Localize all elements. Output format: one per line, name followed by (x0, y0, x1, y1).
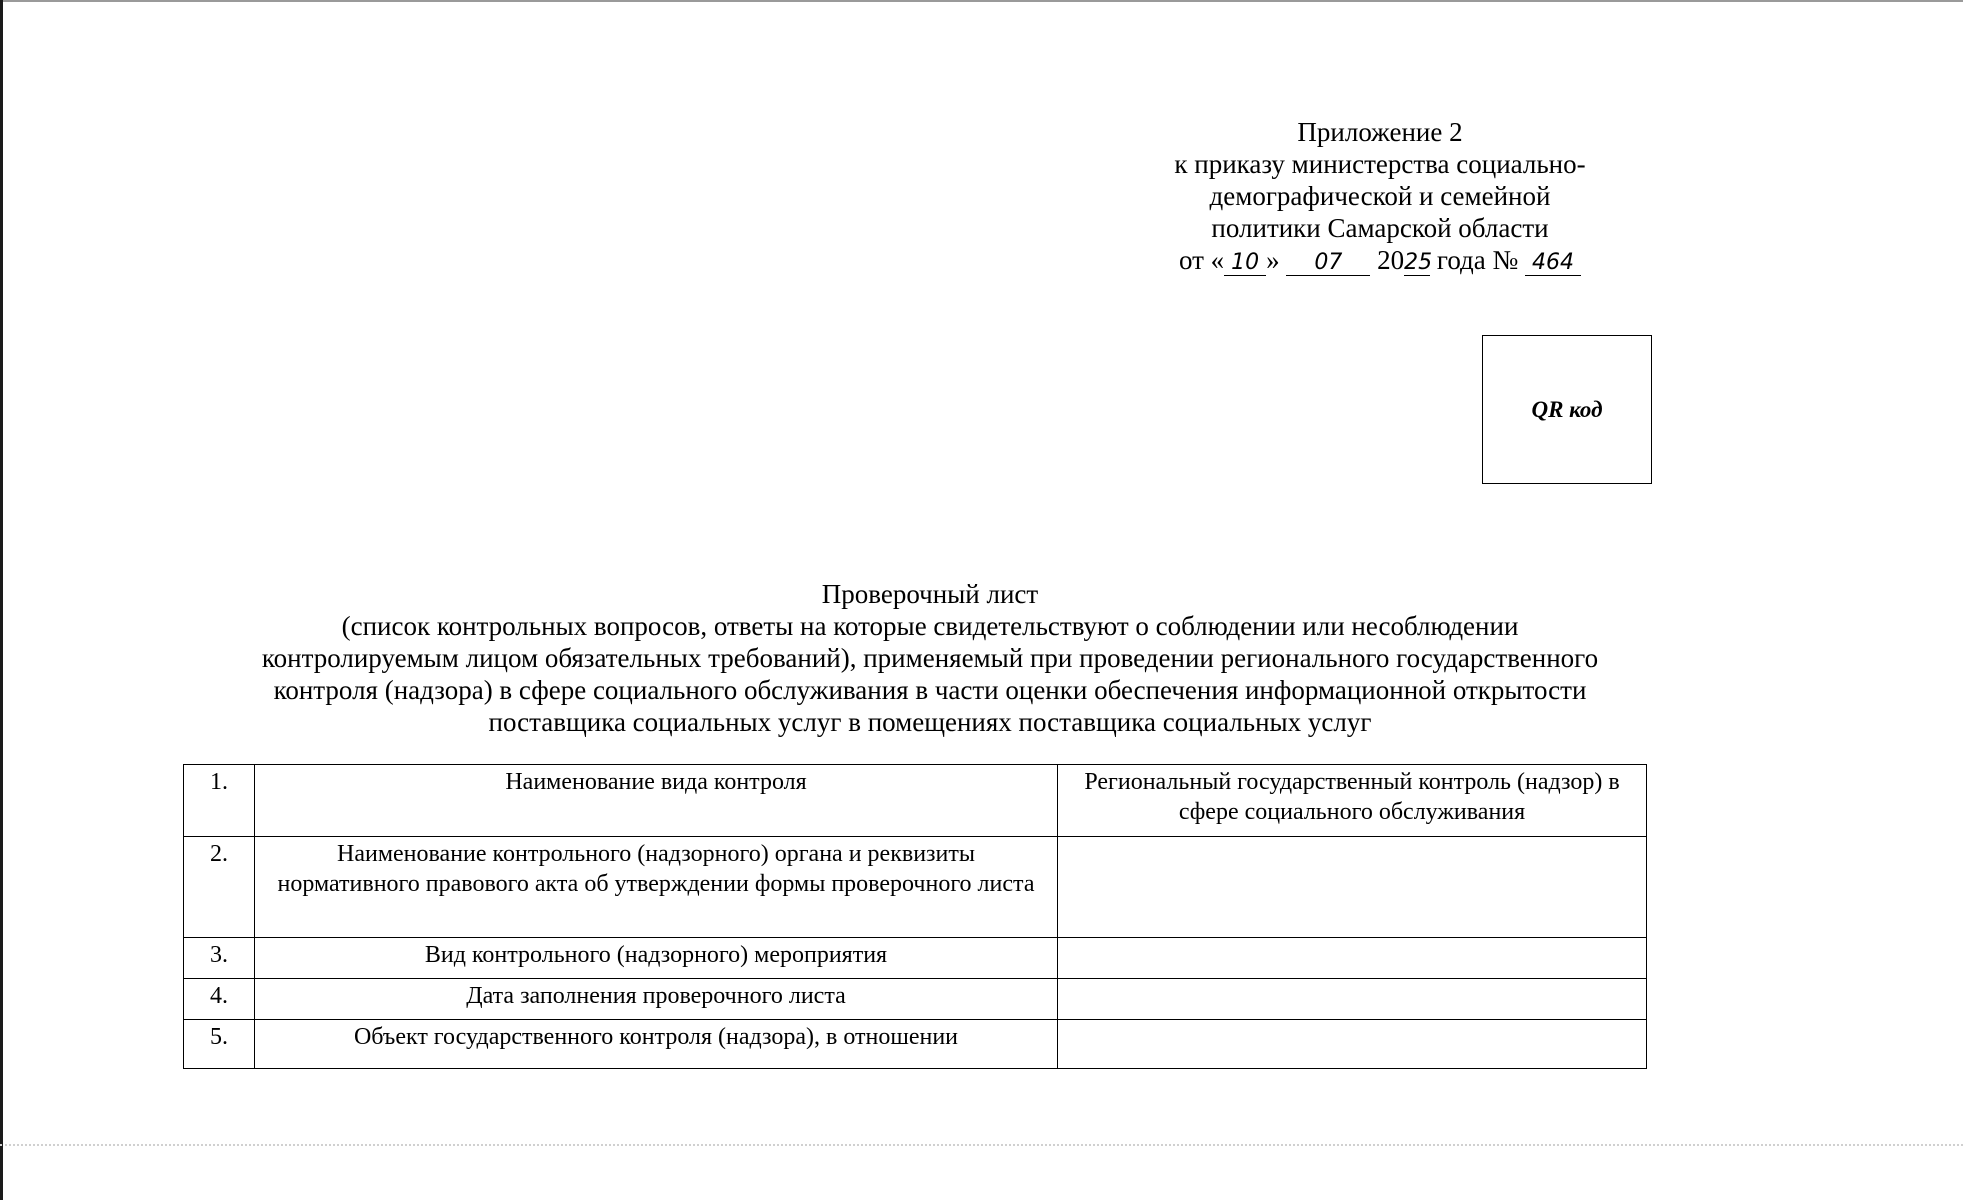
row-number: 4. (184, 979, 255, 1020)
annex-title: Приложение 2 (1297, 117, 1463, 147)
order-suffix: года № (1436, 245, 1519, 275)
annex-header (1120, 116, 1640, 276)
checklist-subtitle-line-2: контролируемым лицом обязательных требований), применяемый при проведении регионального государственного (261, 643, 1599, 673)
scan-bottom-noise (0, 1144, 1963, 1146)
checklist-title-block (180, 578, 1680, 738)
order-date-line (1120, 244, 1640, 276)
order-month-field: 07 (1286, 251, 1370, 276)
row-label: Наименование контрольного (надзорного) органа и реквизиты нормативного правового акта об утверждении формы проверочного листа (255, 837, 1058, 938)
annex-region: политики Самарской области (1211, 213, 1549, 243)
scan-left-edge (0, 0, 3, 1200)
row-label: Объект государственного контроля (надзора), в отношении (255, 1020, 1058, 1069)
row-number: 2. (184, 837, 255, 938)
order-year-prefix: 20 (1377, 245, 1405, 275)
qr-code-label: QR код (1531, 396, 1603, 422)
qr-code-placeholder (1482, 335, 1652, 484)
table-row (184, 1020, 1647, 1069)
order-year-field: 25 (1404, 250, 1433, 275)
row-label: Дата заполнения проверочного листа (255, 979, 1058, 1020)
row-value: Региональный государственный контроль (надзор) в сфере социального обслуживания (1058, 765, 1647, 837)
row-label: Вид контрольного (надзорного) мероприятия (255, 938, 1058, 979)
order-quote-close: » (1266, 245, 1280, 275)
table-row (184, 837, 1647, 938)
annex-order-ref: к приказу министерства социально- (1174, 149, 1586, 179)
checklist-subtitle-line-1: (список контрольных вопросов, ответы на которые свидетельствуют о соблюдении или несоблюдении (341, 611, 1519, 641)
table-row (184, 765, 1647, 837)
order-prefix: от « (1178, 245, 1225, 275)
table-row (184, 938, 1647, 979)
order-day-field: 10 (1224, 251, 1266, 276)
table-row (184, 979, 1647, 1020)
checklist-heading: Проверочный лист (821, 579, 1039, 609)
row-number: 1. (184, 765, 255, 837)
order-number-field: 464 (1525, 251, 1581, 276)
row-value (1058, 837, 1647, 938)
annex-ministry: демографической и семейной (1209, 181, 1551, 211)
row-value (1058, 938, 1647, 979)
row-value (1058, 1020, 1647, 1069)
scan-top-edge (0, 0, 1963, 2)
checklist-subtitle-line-3: контроля (надзора) в сфере социального обслуживания в части оценки обеспечения информационной открытости (273, 675, 1587, 705)
row-number: 3. (184, 938, 255, 979)
row-label: Наименование вида контроля (255, 765, 1058, 837)
row-number: 5. (184, 1020, 255, 1069)
row-value (1058, 979, 1647, 1020)
checklist-table (183, 764, 1647, 1069)
checklist-subtitle-line-4: поставщика социальных услуг в помещениях поставщика социальных услуг (488, 707, 1372, 737)
